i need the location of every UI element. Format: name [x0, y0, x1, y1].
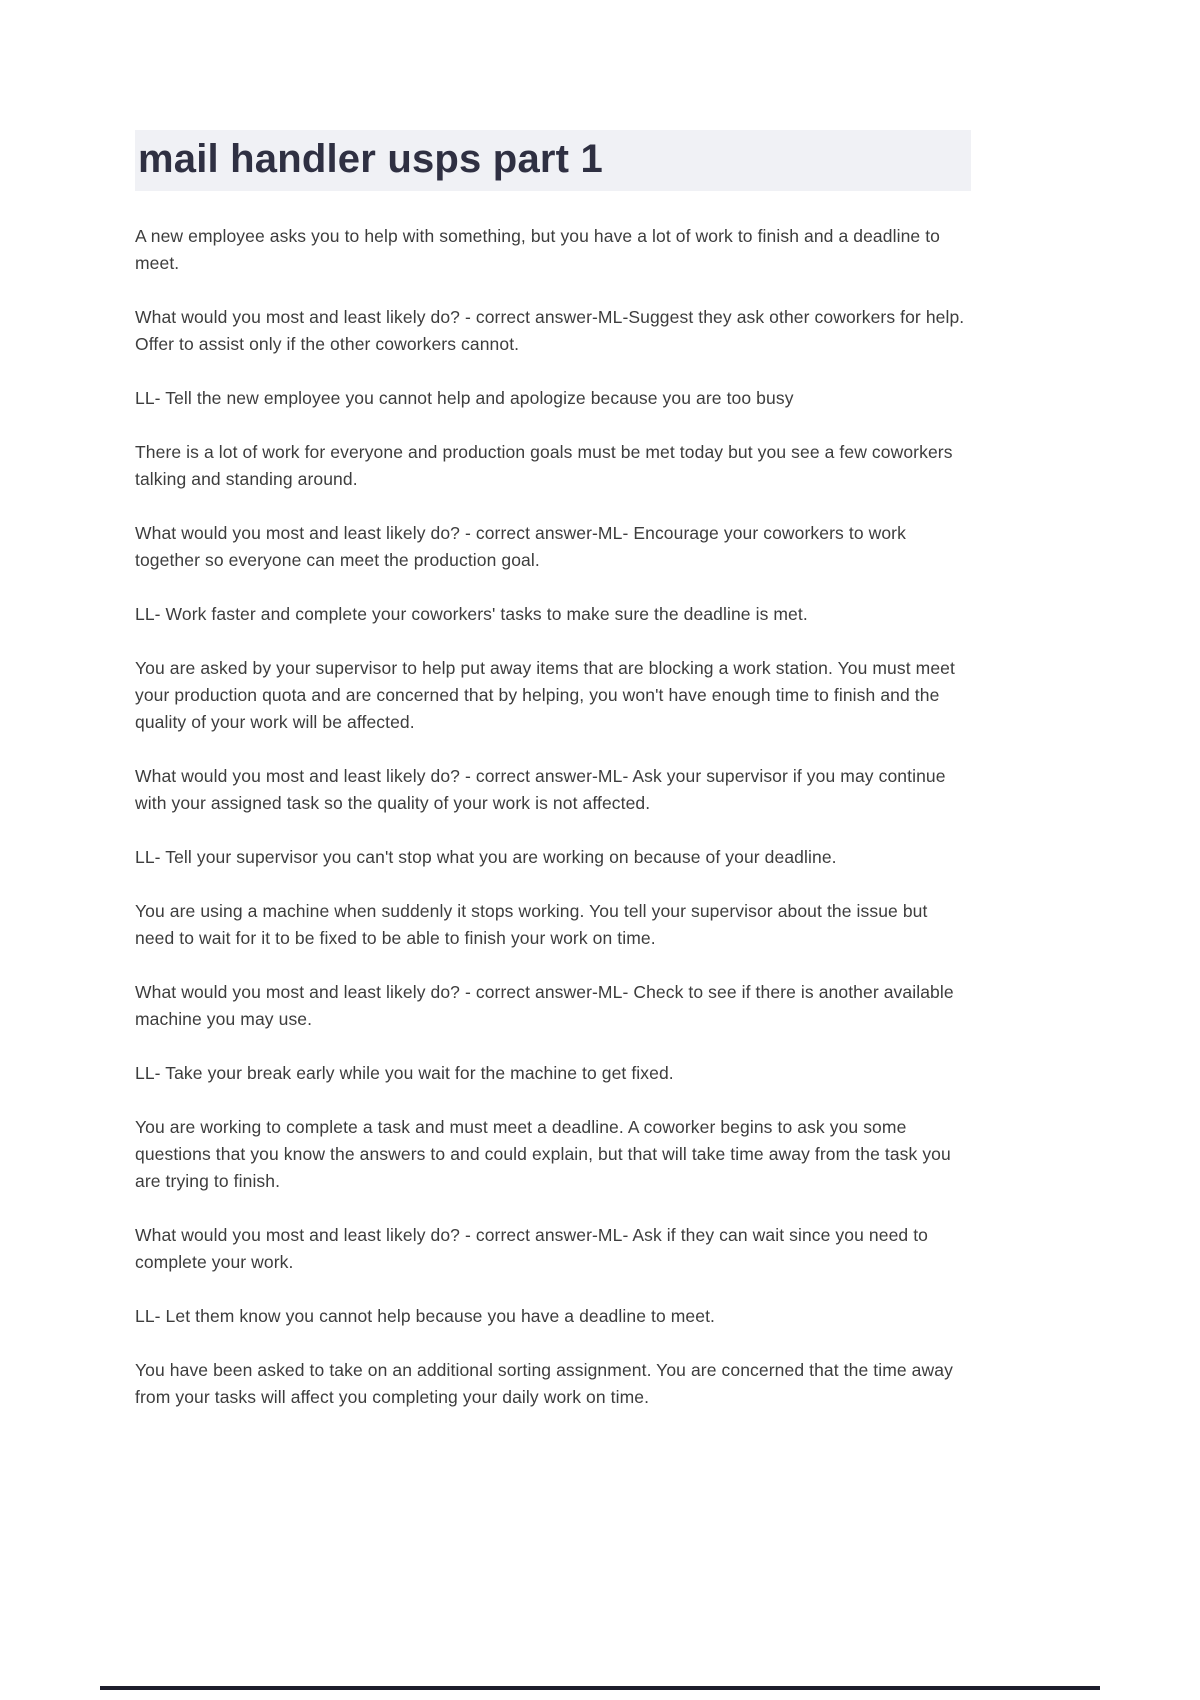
paragraph-scenario: You are asked by your supervisor to help put away items that are blocking a work station. You must meet your production quota and are concerned that by helping, you won't have enough time to finish and the quality of your work will be affected. [135, 658, 955, 732]
paragraph-answer-ll: LL- Take your break early while you wait for the machine to get fixed. [135, 1063, 674, 1083]
paragraph-answer-ml: What would you most and least likely do? - correct answer-ML- Encourage your coworkers to work together so everyone can meet the production goal. [135, 523, 906, 570]
page-title: mail handler usps part 1 [135, 130, 971, 191]
document-body [135, 223, 971, 1411]
paragraph-scenario: A new employee asks you to help with something, but you have a lot of work to finish and a deadline to meet. [135, 226, 940, 273]
paragraph-scenario: There is a lot of work for everyone and production goals must be met today but you see a few coworkers talking and standing around. [135, 442, 953, 489]
paragraph-answer-ml: What would you most and least likely do? - correct answer-ML- Ask if they can wait since you need to complete your work. [135, 1225, 928, 1272]
paragraph-scenario: You are using a machine when suddenly it stops working. You tell your supervisor about the issue but need to wait for it to be fixed to be able to finish your work on time. [135, 901, 928, 948]
paragraph-answer-ml: What would you most and least likely do? - correct answer-ML- Check to see if there is another available machine you may use. [135, 982, 954, 1029]
paragraph-answer-ll: LL- Tell the new employee you cannot help and apologize because you are too busy [135, 388, 794, 408]
paragraph-answer-ll: LL- Let them know you cannot help because you have a deadline to meet. [135, 1306, 716, 1326]
paragraph-answer-ll: LL- Work faster and complete your coworkers' tasks to make sure the deadline is met. [135, 604, 808, 624]
paragraph-scenario: You have been asked to take on an additional sorting assignment. You are concerned that the time away from your tasks will affect you completing your daily work on time. [135, 1360, 953, 1407]
paragraph-answer-ll: LL- Tell your supervisor you can't stop what you are working on because of your deadline. [135, 847, 837, 867]
paragraph-scenario: You are working to complete a task and must meet a deadline. A coworker begins to ask you some questions that you know the answers to and could explain, but that will take time away from the task you are trying to finish. [135, 1117, 951, 1191]
document-content [135, 130, 971, 1438]
paragraph-answer-ml: What would you most and least likely do? - correct answer-ML- Ask your supervisor if you may continue with your assigned task so the quality of your work is not affected. [135, 766, 946, 813]
paragraph-answer-ml: What would you most and least likely do? - correct answer-ML-Suggest they ask other coworkers for help. Offer to assist only if the other coworkers cannot. [135, 307, 965, 354]
footer-divider [100, 1686, 1100, 1690]
